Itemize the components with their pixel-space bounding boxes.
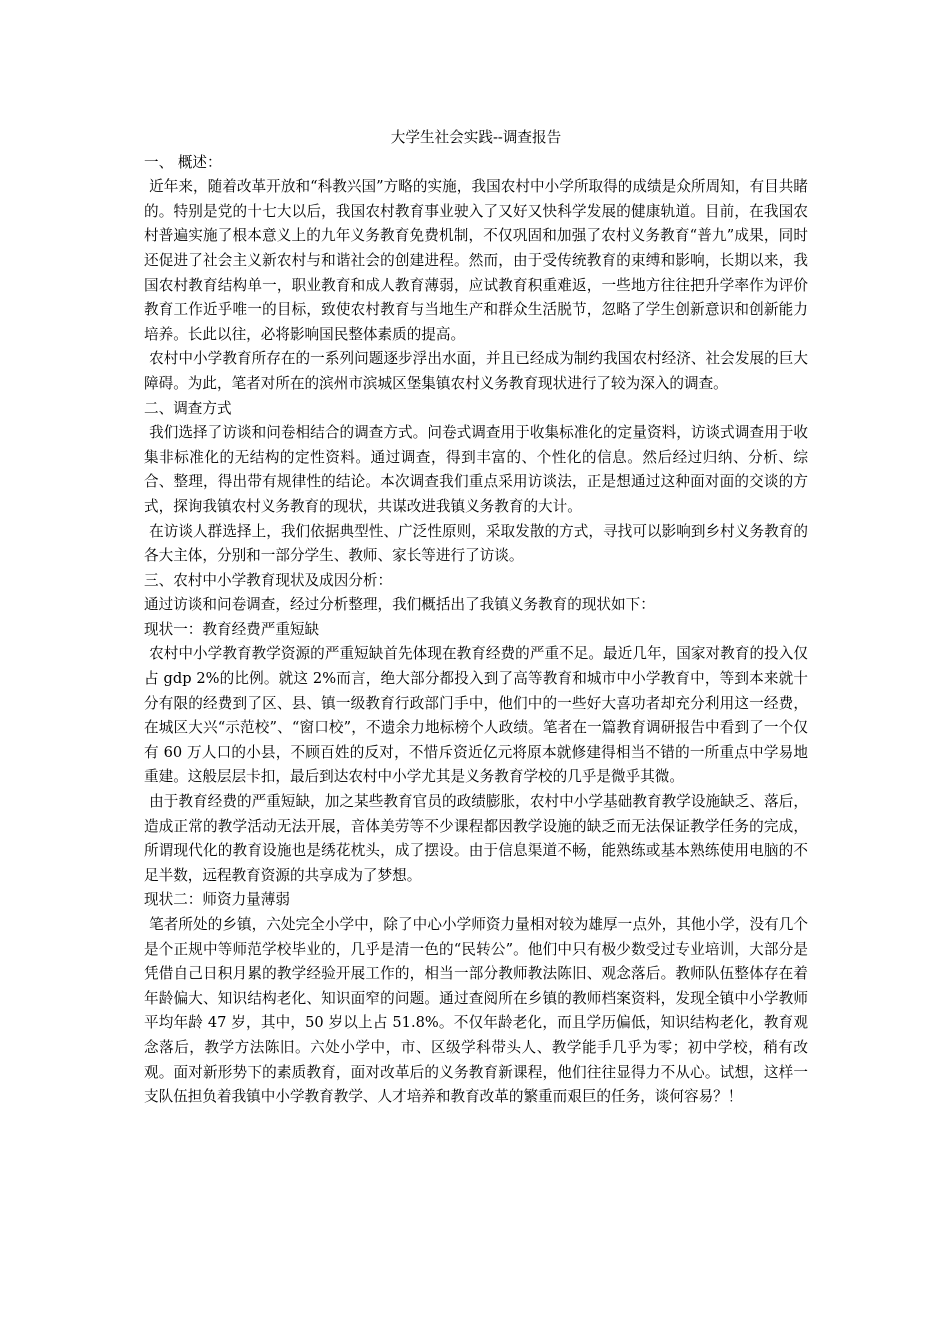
paragraph: 农村中小学教育所存在的一系列问题逐步浮出水面，并且已经成为制约我国农村经济、社会发展的巨大障碍。为此，笔者对所在的滨州市滨城区堡集镇农村义务教育现状进行了较为深入的调查。 (144, 350, 808, 392)
paragraph: 近年来，随着改革开放和“科教兴国”方略的实施，我国农村中小学所取得的成绩是众所周知，有目共睹的。特别是党的十七大以后，我国农村教育事业驶入了又好又快科学发展的健康轨道。目前，在我国农村普遍实施了根本意义上的九年义务教育免费机制，不仅巩固和加强了农村义务教育“普九”成果，同时还促进了社会主义新农村与和谐社会的创建进程。然而，由于受传统教育的束缚和影响，长期以来，我国农村教育结构单一，职业教育和成人教育薄弱，应试教育积重难返，一些地方往往把升学率作为评价教育工作近乎唯一的目标，致使农村教育与当地生产和群众生活脱节，忽略了学生创新意识和创新能力培养。长此以往，必将影响国民整体素质的提高。 (144, 178, 808, 343)
section-heading-method: 二、调查方式 (144, 399, 232, 417)
paragraph: 我们选择了访谈和问卷相结合的调查方式。问卷式调查用于收集标准化的定量资料，访谈式调查用于收集非标准化的无结构的定性资料。通过调查，得到丰富的、个性化的信息。然后经过归纳、分析、综合、整理，得出带有规律性的结论。本次调查我们重点采用访谈法，正是想通过这种面对面的交谈的方式，探询我镇农村义务教育的现状，共谋改进我镇义务教育的大计。 (144, 424, 808, 515)
document-title: 大学生社会实践--调查报告 (390, 129, 562, 146)
paragraph: 由于教育经费的严重短缺，加之某些教育官员的政绩膨胀，农村中小学基础教育教学设施缺乏、落后，造成正常的教学活动无法开展，音体美劳等不少课程都因教学设施的缺乏而无法保证教学任务的完成，所谓现代化的教育设施也是绣花枕头，成了摆设。由于信息渠道不畅，能熟练或基本熟练使用电脑的不足半数，远程教育资源的共享成为了梦想。 (144, 793, 808, 884)
paragraph: 笔者所处的乡镇，六处完全小学中，除了中心小学师资力量相对较为雄厚一点外，其他小学，没有几个是个正规中等师范学校毕业的，几乎是清一色的“民转公”。他们中只有极少数受过专业培训，大部分是凭借自己日积月累的教学经验开展工作的，相当一部分教师教法陈旧、观念落后。教师队伍整体存在着年龄偏大、知识结构老化、知识面窄的问题。通过查阅所在乡镇的教师档案资料，发现全镇中小学教师平均年龄 47 岁，其中，50 岁以上占 51.8%。不仅年龄老化，而且学历偏低，知识结构老化，教育观念落后，教学方法陈旧。六处小学中，市、区级学科带头人、教学能手几乎为零；初中学校，稍有改观。面对新形势下的素质教育，面对改革后的义务教育新课程，他们往往显得力不从心。试想，这样一支队伍担负着我镇中小学教育教学、人才培养和教育改革的繁重而艰巨的任务，谈何容易？！ (144, 916, 808, 1106)
paragraph: 在访谈人群选择上，我们依据典型性、广泛性原则，采取发散的方式，寻找可以影响到乡村义务教育的各大主体，分别和一部分学生、教师、家长等进行了访谈。 (144, 522, 808, 565)
status-one-heading: 现状一：教育经费严重短缺 (144, 620, 320, 638)
section-heading-overview: 一、 概述： (144, 153, 222, 171)
section-heading-analysis: 三、农村中小学教育现状及成因分析： (144, 571, 393, 589)
document-page (144, 126, 808, 1110)
paragraph: 农村中小学教育教学资源的严重短缺首先体现在教育经费的严重不足。最近几年，国家对教育的投入仅占 gdp 2%的比例。就这 2%而言，绝大部分都投入到了高等教育和城市中小学教育中，等到本来就十分有限的经费到了区、县、镇一级教育行政部门手中，他们中的一些好大喜功者却充分利用这一经费，在城区大兴“示范校”、“窗口校”，不遗余力地标榜个人政绩。笔者在一篇教育调研报告中看到了一个仅有 60 万人口的小县，不顾百姓的反对，不惜斥资近亿元将原本就修建得相当不错的一所重点中学易地重建。这般层层卡扣，最后到达农村中小学尤其是义务教育学校的几乎是微乎其微。 (144, 645, 808, 786)
status-two-heading: 现状二：师资力量薄弱 (144, 891, 290, 909)
intro-line: 通过访谈和问卷调查，经过分析整理，我们概括出了我镇义务教育的现状如下： (144, 596, 655, 614)
